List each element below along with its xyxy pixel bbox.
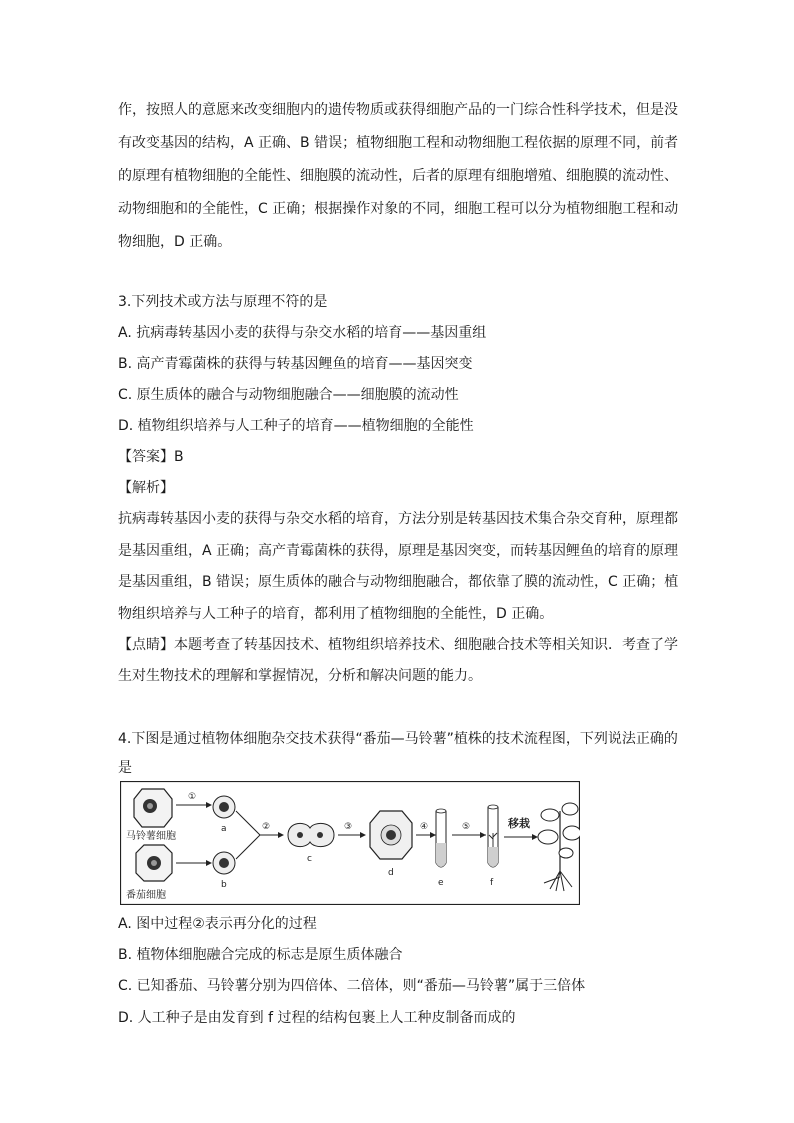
step-5-label: ⑤ xyxy=(462,822,471,832)
q4-stem-line: 是 xyxy=(118,760,132,776)
q3-option-d: D. 植物组织培养与人工种子的培育——植物细胞的全能性 xyxy=(118,418,474,434)
q4-option-b: B. 植物体细胞融合完成的标志是原生质体融合 xyxy=(118,947,403,963)
letter-d: d xyxy=(388,868,394,878)
q3-analysis-line: 是基因重组，B 错误；原生质体的融合与动物细胞融合，都依靠了膜的流动性，C 正确；植 xyxy=(118,574,679,590)
tomato-cell-label: 番茄细胞 xyxy=(126,890,166,901)
q3-option-c: C. 原生质体的融合与动物细胞融合——细胞膜的流动性 xyxy=(118,387,459,403)
hybridization-flow-diagram xyxy=(120,781,580,905)
q3-analysis-line: 抗病毒转基因小麦的获得与杂交水稻的培育，方法分别是转基因技术集合杂交育种，原理都 xyxy=(118,511,678,527)
letter-b: b xyxy=(221,880,227,890)
letter-a: a xyxy=(221,824,227,834)
q4-stem-line: 4.下图是通过植物体细胞杂交技术获得“番茄—马铃薯”植株的技术流程图，下列说法正确的 xyxy=(118,731,678,747)
step-3-label: ③ xyxy=(344,822,353,832)
prev-explanation-line: 动物细胞和的全能性，C 正确；根据操作对象的不同，细胞工程可以分为植物细胞工程和动 xyxy=(118,201,679,217)
letter-f: f xyxy=(490,878,494,888)
tomato-cell-icon xyxy=(136,845,172,881)
prev-explanation-line: 有改变基因的结构，A 正确、B 错误；植物细胞工程和动物细胞工程依据的原理不同，前者 xyxy=(118,135,679,151)
q3-analysis-title: 【解析】 xyxy=(118,480,174,496)
protoplast-b-icon xyxy=(213,852,235,874)
hybrid-cell-d-icon xyxy=(370,811,412,859)
protoplast-a-icon xyxy=(213,796,235,818)
q3-comment-line: 生对生物技术的理解和掌握情况，分析和解决问题的能力。 xyxy=(118,668,482,684)
step-2-label: ② xyxy=(262,822,271,832)
q3-option-a: A. 抗病毒转基因小麦的获得与杂交水稻的培育——基因重组 xyxy=(118,325,487,341)
prev-explanation-line: 的原理有植物细胞的全能性、细胞膜的流动性，后者的原理有细胞增殖、细胞膜的流动性、 xyxy=(118,168,678,184)
q3-answer: 【答案】B xyxy=(118,449,184,465)
q3-analysis-line: 物组织培养与人工种子的培育，都利用了植物细胞的全能性，D 正确。 xyxy=(118,606,554,622)
q4-option-c: C. 已知番茄、马铃薯分别为四倍体、二倍体，则“番茄—马铃薯”属于三倍体 xyxy=(118,978,586,994)
potato-cell-icon xyxy=(134,789,172,827)
q3-option-b: B. 高产青霉菌株的获得与转基因鲤鱼的培育——基因突变 xyxy=(118,356,473,372)
q3-stem: 3.下列技术或方法与原理不符的是 xyxy=(118,294,328,310)
q4-option-a: A. 图中过程②表示再分化的过程 xyxy=(118,916,317,932)
prev-explanation-line: 物细胞，D 正确。 xyxy=(118,234,232,250)
q3-analysis-line: 是基因重组，A 正确；高产青霉菌株的获得，原理是基因突变，而转基因鲤鱼的培育的原理 xyxy=(118,543,679,559)
transplant-label: 移栽 xyxy=(508,817,530,830)
letter-c: c xyxy=(307,854,312,864)
q3-comment-line: 【点睛】本题考查了转基因技术、植物组织培养技术、细胞融合技术等相关知识．考查了学 xyxy=(118,637,678,653)
step-1-label: ① xyxy=(188,792,197,802)
letter-e: e xyxy=(438,878,444,888)
step-4-label: ④ xyxy=(420,822,429,832)
prev-explanation-line: 作，按照人的意愿来改变细胞内的遗传物质或获得细胞产品的一门综合性科学技术，但是没 xyxy=(118,102,678,118)
fused-protoplast-c-icon xyxy=(288,823,334,846)
q4-option-d: D. 人工种子是由发育到 f 过程的结构包裹上人工种皮制备而成的 xyxy=(118,1010,516,1026)
potato-cell-label: 马铃薯细胞 xyxy=(126,831,176,842)
